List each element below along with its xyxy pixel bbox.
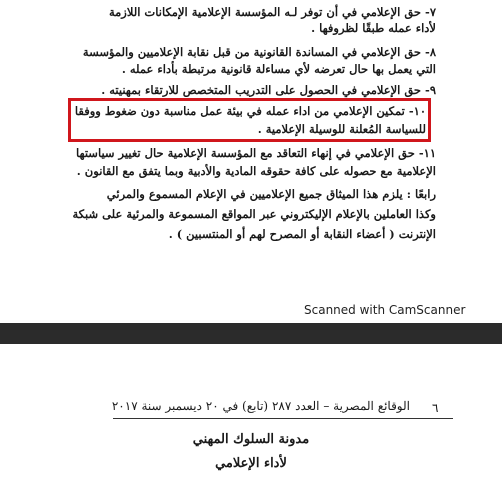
text-line-10: ١٠- تمكين الإعلامي من اداء عمله في بيئة عمل مناسبة دون ضغوط ووفقا — [74, 104, 426, 118]
text-line-8: ٨- حق الإعلامي في المساندة القانونية من قبل نقابة الإعلاميين والمؤسسة — [82, 45, 436, 59]
text-line-9: ٩- حق الإعلامي في الحصول على التدريب المتخصص للارتقاء بمهنيته . — [101, 83, 436, 97]
page-number: ٦ — [432, 401, 439, 415]
text-line-fourth-2: وكذا العاملين بالإعلام الإليكتروني عبر المواقع المسموعة والمرئية على شبكة — [72, 207, 436, 221]
gazette-header: الوقائع المصرية – العدد ٢٨٧ (تابع) في ٢٠ ديسمبر سنة ٢٠١٧ — [111, 399, 410, 413]
document-title: مدونة السلوك المهني — [192, 432, 310, 447]
document-subtitle: لأداء الإعلامي — [215, 456, 287, 471]
text-line-7: ٧- حق الإعلامي في أن توفر لـه المؤسسة الإعلامية الإمكانات اللازمة — [108, 5, 436, 19]
text-line-fourth: رابعًا : يلزم هذا الميثاق جميع الإعلاميين في الإعلام المسموع والمرئي — [106, 187, 436, 201]
text-line-11-cont: الإعلامية مع حصوله على كافة حقوقه المادية والأدبية وبما يتفق مع القانون . — [76, 164, 436, 178]
text-line-10-cont: للسياسة المُعلنة للوسيلة الإعلامية . — [257, 122, 426, 136]
text-line-fourth-3: الإنترنت ( أعضاء النقابة أو المصرح لهم أو المنتسبين ) . — [168, 227, 436, 241]
highlight-box — [68, 98, 431, 142]
text-line-8-cont: التي يعمل بها حال تعرضه لأي مساءلة قانونية مرتبطة بأداء عمله . — [121, 62, 436, 76]
camscanner-watermark: Scanned with CamScanner — [304, 303, 466, 317]
text-line-11: ١١- حق الإعلامي في إنهاء التعاقد مع المؤسسة الإعلامية حال تغيير سياستها — [76, 146, 436, 160]
page-divider — [0, 323, 502, 344]
text-line-7-cont: لأداء عمله طبقًا لظروفها . — [311, 21, 436, 35]
header-rule — [113, 418, 453, 419]
